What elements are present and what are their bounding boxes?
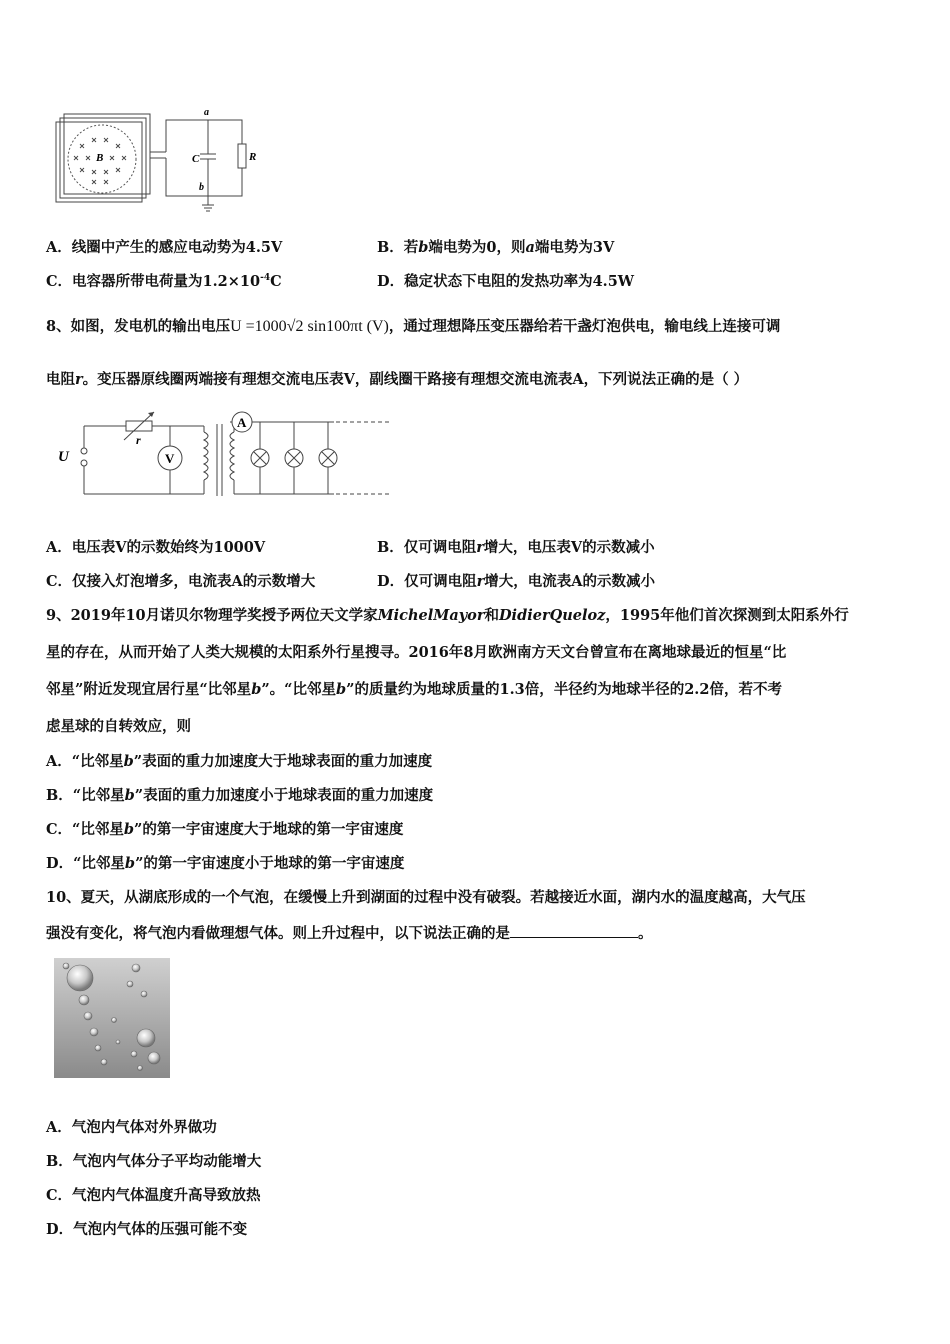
q8-stem-line2: 电阻r。变压器原线圈两端接有理想交流电压表V，副线圈干路接有理想交流电流表A，下列说法正确的是（ ） [46, 371, 749, 388]
q8-option-b: B．仅可调电阻r增大，电压表V的示数减小 [377, 539, 655, 556]
q9-stem-line4: 虑星球的自转效应，则 [46, 718, 191, 735]
q7-option-b: B．若b端电势为0，则a端电势为3V [377, 239, 615, 256]
q7-label-a: a [204, 107, 209, 118]
q10-option-a: A．气泡内气体对外界做功 [46, 1119, 217, 1136]
q9-option-c: C．“比邻星b”的第一宇宙速度大于地球的第一宇宙速度 [46, 821, 404, 838]
q9-option-a: A．“比邻星b”表面的重力加速度大于地球表面的重力加速度 [46, 753, 433, 770]
q8-option-c: C．仅接入灯泡增多，电流表A的示数增大 [46, 573, 316, 590]
q8-option-a: A．电压表V的示数始终为1000V [46, 539, 266, 556]
q7-label-b: b [199, 182, 204, 193]
q10-stem-line1: 10、夏天，从湖底形成的一个气泡，在缓慢上升到湖面的过程中没有破裂。若越接近水面，湖内水的温度越高，大气压 [46, 889, 806, 906]
q9-stem-line2: 星的存在，从而开始了人类大规模的太阳系外行星搜寻。2016年8月欧洲南方天文台曾宣布在离地球最近的恒星“比 [46, 644, 787, 661]
q9-stem-line1: 9、2019年10月诺贝尔物理学奖授予两位天文学家MichelMayor和DidierQueloz，1995年他们首次探测到太阳系外行 [46, 607, 849, 624]
q10-answer-blank[interactable] [510, 923, 638, 938]
q10-option-c: C．气泡内气体温度升高导致放热 [46, 1187, 261, 1204]
q8-voltage-formula: U =1000√2 sin100πt (V) [230, 318, 389, 335]
q7-label-c: C [192, 153, 200, 165]
q8-label-u: U [58, 449, 69, 465]
q7-label-r: R [249, 151, 257, 163]
q7-circuit-diagram [52, 104, 262, 216]
q8-label-r: r [136, 433, 141, 447]
q10-bubbles-image [54, 958, 170, 1078]
q10-stem-line2: 强没有变化，将气泡内看做理想气体。则上升过程中，以下说法正确的是 。 [46, 925, 653, 942]
q10-option-b: B．气泡内气体分子平均动能增大 [46, 1153, 262, 1170]
q9-option-d: D．“比邻星b”的第一宇宙速度小于地球的第一宇宙速度 [46, 855, 405, 872]
q8-label-v: V [165, 451, 175, 466]
q10-option-d: D．气泡内气体的压强可能不变 [46, 1221, 248, 1238]
q8-label-a: A [237, 415, 247, 430]
q7-field-label: B [96, 152, 104, 164]
q7-option-a: A．线圈中产生的感应电动势为4.5V [46, 239, 283, 256]
q8-stem-line1: 8、如图，发电机的输出电压U =1000√2 sin100πt (V)，通过理想降压变压器给若干盏灯泡供电，输电线上连接可调 [46, 318, 781, 335]
q7-option-c: C．电容器所带电荷量为$1.2\times 10^{-4}C$ [46, 273, 282, 290]
q8-option-d: D．仅可调电阻r增大，电流表A的示数减小 [377, 573, 655, 590]
q9-stem-line3: 邻星”附近发现宜居行星“比邻星b”。“比邻星b”的质量约为地球质量的1.3倍，半径约为地球半径的2.2倍，若不考 [46, 681, 782, 698]
q8-transformer-diagram [54, 404, 394, 504]
q7-option-d: D．稳定状态下电阻的发热功率为4.5W [377, 273, 635, 290]
q9-option-b: B．“比邻星b”表面的重力加速度小于地球表面的重力加速度 [46, 787, 434, 804]
